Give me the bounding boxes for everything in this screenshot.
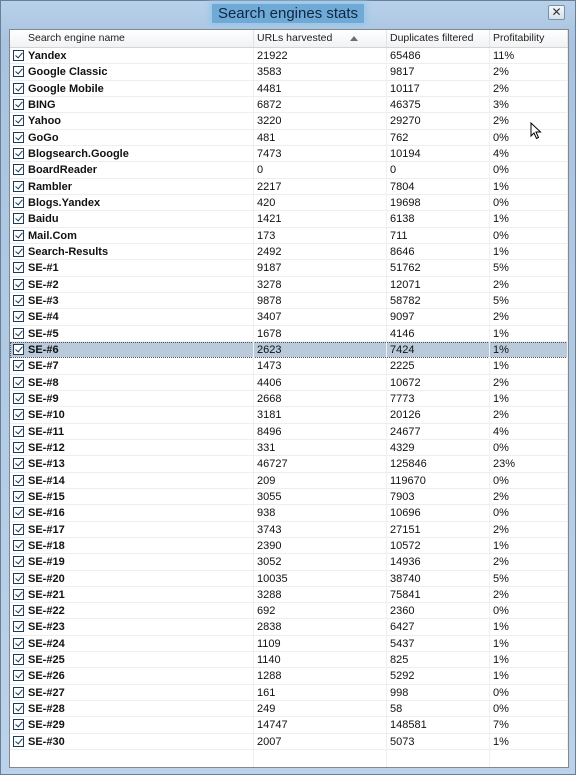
engine-name-cell: SE-#27 <box>10 685 254 701</box>
profitability-cell: 0% <box>490 685 568 701</box>
duplicates-filtered-cell: 29270 <box>387 113 490 129</box>
stats-table <box>9 29 569 768</box>
urls-harvested-cell: 1288 <box>254 668 387 684</box>
duplicates-filtered-cell: 19698 <box>387 195 490 211</box>
duplicates-filtered-cell: 125846 <box>387 456 490 472</box>
engine-name-cell: Google Classic <box>10 64 254 80</box>
urls-harvested-cell: 1421 <box>254 211 387 227</box>
profitability-cell: 1% <box>490 179 568 195</box>
close-button[interactable] <box>548 5 565 20</box>
table-row[interactable] <box>10 81 568 97</box>
profitability-cell: 0% <box>490 603 568 619</box>
engine-name-cell: SE-#24 <box>10 636 254 652</box>
table-row[interactable] <box>10 48 568 64</box>
table-row[interactable] <box>10 113 568 129</box>
profitability-cell: 1% <box>490 244 568 260</box>
engine-name-cell: SE-#7 <box>10 358 254 374</box>
duplicates-filtered-cell: 24677 <box>387 424 490 440</box>
urls-harvested-cell: 2838 <box>254 619 387 635</box>
table-row[interactable] <box>10 603 568 619</box>
profitability-cell: 7% <box>490 717 568 733</box>
duplicates-filtered-cell: 5437 <box>387 636 490 652</box>
duplicates-filtered-cell: 762 <box>387 130 490 146</box>
engine-name-cell: Yahoo <box>10 113 254 129</box>
urls-harvested-cell: 9878 <box>254 293 387 309</box>
profitability-cell: 1% <box>490 342 568 358</box>
urls-harvested-cell: 4406 <box>254 375 387 391</box>
table-row[interactable] <box>10 554 568 570</box>
duplicates-filtered-cell: 2360 <box>387 603 490 619</box>
urls-harvested-cell: 3055 <box>254 489 387 505</box>
profitability-cell: 0% <box>490 473 568 489</box>
table-row[interactable] <box>10 64 568 80</box>
table-row[interactable] <box>10 391 568 407</box>
profitability-cell: 2% <box>490 587 568 603</box>
duplicates-filtered-cell: 8646 <box>387 244 490 260</box>
window-title: Search engines stats <box>212 4 364 23</box>
urls-harvested-cell: 692 <box>254 603 387 619</box>
title-bar[interactable] <box>1 1 575 29</box>
engine-name-cell: SE-#11 <box>10 424 254 440</box>
table-row[interactable] <box>10 309 568 325</box>
table-row[interactable] <box>10 211 568 227</box>
table-row[interactable] <box>10 489 568 505</box>
engine-name-cell: SE-#13 <box>10 456 254 472</box>
engine-name-cell: SE-#3 <box>10 293 254 309</box>
duplicates-filtered-cell: 14936 <box>387 554 490 570</box>
engine-name-cell: SE-#9 <box>10 391 254 407</box>
empty-area <box>10 750 568 768</box>
engine-name-cell: SE-#1 <box>10 260 254 276</box>
table-row[interactable] <box>10 130 568 146</box>
urls-harvested-cell: 1109 <box>254 636 387 652</box>
engine-name-cell: Baidu <box>10 211 254 227</box>
duplicates-filtered-cell: 6427 <box>387 619 490 635</box>
engine-name-cell: SE-#19 <box>10 554 254 570</box>
table-row[interactable] <box>10 668 568 684</box>
engine-name-cell: Rambler <box>10 179 254 195</box>
profitability-cell: 2% <box>490 375 568 391</box>
duplicates-filtered-cell: 10572 <box>387 538 490 554</box>
duplicates-filtered-cell: 58782 <box>387 293 490 309</box>
urls-harvested-cell: 173 <box>254 228 387 244</box>
urls-harvested-cell: 3743 <box>254 522 387 538</box>
engine-name-cell: Blogsearch.Google <box>10 146 254 162</box>
profitability-cell: 2% <box>490 81 568 97</box>
table-row[interactable] <box>10 505 568 521</box>
table-row[interactable] <box>10 636 568 652</box>
duplicates-filtered-cell: 38740 <box>387 571 490 587</box>
urls-harvested-cell: 3407 <box>254 309 387 325</box>
profitability-cell: 1% <box>490 734 568 750</box>
sort-ascending-icon <box>350 36 358 41</box>
profitability-cell: 5% <box>490 293 568 309</box>
table-row[interactable] <box>10 358 568 374</box>
urls-harvested-cell: 481 <box>254 130 387 146</box>
table-header <box>10 30 568 48</box>
urls-harvested-cell: 14747 <box>254 717 387 733</box>
duplicates-filtered-cell: 65486 <box>387 48 490 64</box>
table-row[interactable] <box>10 440 568 456</box>
table-row[interactable] <box>10 228 568 244</box>
urls-harvested-cell: 2492 <box>254 244 387 260</box>
profitability-cell: 2% <box>490 277 568 293</box>
urls-harvested-cell: 1473 <box>254 358 387 374</box>
duplicates-filtered-cell: 58 <box>387 701 490 717</box>
urls-harvested-cell: 1678 <box>254 326 387 342</box>
engine-name-cell: SE-#8 <box>10 375 254 391</box>
duplicates-filtered-cell: 7903 <box>387 489 490 505</box>
profitability-cell: 0% <box>490 130 568 146</box>
urls-harvested-cell: 4481 <box>254 81 387 97</box>
engine-name-cell: Search-Results <box>10 244 254 260</box>
column-header-urls-label: URLs harvested <box>257 32 333 44</box>
urls-harvested-cell: 249 <box>254 701 387 717</box>
duplicates-filtered-cell: 711 <box>387 228 490 244</box>
table-row[interactable] <box>10 244 568 260</box>
duplicates-filtered-cell: 46375 <box>387 97 490 113</box>
engine-name-cell: SE-#4 <box>10 309 254 325</box>
duplicates-filtered-cell: 4146 <box>387 326 490 342</box>
profitability-cell: 1% <box>490 619 568 635</box>
engine-name-cell: SE-#18 <box>10 538 254 554</box>
profitability-cell: 2% <box>490 554 568 570</box>
profitability-cell: 1% <box>490 358 568 374</box>
profitability-cell: 2% <box>490 64 568 80</box>
profitability-cell: 1% <box>490 211 568 227</box>
table-row[interactable] <box>10 538 568 554</box>
duplicates-filtered-cell: 51762 <box>387 260 490 276</box>
profitability-cell: 0% <box>490 440 568 456</box>
table-row[interactable] <box>10 701 568 717</box>
table-row[interactable] <box>10 162 568 178</box>
profitability-cell: 0% <box>490 195 568 211</box>
duplicates-filtered-cell: 9097 <box>387 309 490 325</box>
engine-name-cell: SE-#29 <box>10 717 254 733</box>
table-row[interactable] <box>10 652 568 668</box>
duplicates-filtered-cell: 9817 <box>387 64 490 80</box>
duplicates-filtered-cell: 27151 <box>387 522 490 538</box>
profitability-cell: 4% <box>490 424 568 440</box>
urls-harvested-cell: 161 <box>254 685 387 701</box>
duplicates-filtered-cell: 75841 <box>387 587 490 603</box>
urls-harvested-cell: 2007 <box>254 734 387 750</box>
table-row[interactable] <box>10 97 568 113</box>
table-row[interactable] <box>10 685 568 701</box>
profitability-cell: 0% <box>490 228 568 244</box>
engine-name-cell: SE-#12 <box>10 440 254 456</box>
duplicates-filtered-cell: 20126 <box>387 407 490 423</box>
column-header-profitability[interactable]: Profitability <box>490 30 568 47</box>
urls-harvested-cell: 331 <box>254 440 387 456</box>
engine-name-cell: SE-#5 <box>10 326 254 342</box>
profitability-cell: 0% <box>490 505 568 521</box>
profitability-cell: 2% <box>490 407 568 423</box>
table-row[interactable] <box>10 571 568 587</box>
duplicates-filtered-cell: 10194 <box>387 146 490 162</box>
engine-name-cell: BoardReader <box>10 162 254 178</box>
table-row[interactable] <box>10 195 568 211</box>
table-row[interactable] <box>10 293 568 309</box>
urls-harvested-cell: 3052 <box>254 554 387 570</box>
profitability-cell: 23% <box>490 456 568 472</box>
urls-harvested-cell: 3278 <box>254 277 387 293</box>
table-row[interactable] <box>10 179 568 195</box>
engine-name-cell: Yandex <box>10 48 254 64</box>
profitability-cell: 1% <box>490 538 568 554</box>
profitability-cell: 2% <box>490 309 568 325</box>
duplicates-filtered-cell: 4329 <box>387 440 490 456</box>
profitability-cell: 1% <box>490 636 568 652</box>
profitability-cell: 1% <box>490 326 568 342</box>
engine-name-cell: Google Mobile <box>10 81 254 97</box>
urls-harvested-cell: 46727 <box>254 456 387 472</box>
column-header-duplicates[interactable]: Duplicates filtered <box>387 30 490 47</box>
table-row[interactable] <box>10 277 568 293</box>
duplicates-filtered-cell: 7773 <box>387 391 490 407</box>
urls-harvested-cell: 938 <box>254 505 387 521</box>
urls-harvested-cell: 3288 <box>254 587 387 603</box>
column-header-urls[interactable] <box>254 30 387 47</box>
engine-name-cell: SE-#2 <box>10 277 254 293</box>
engine-name-cell: SE-#28 <box>10 701 254 717</box>
urls-harvested-cell: 8496 <box>254 424 387 440</box>
table-row[interactable] <box>10 375 568 391</box>
profitability-cell: 2% <box>490 489 568 505</box>
urls-harvested-cell: 3583 <box>254 64 387 80</box>
profitability-cell: 1% <box>490 668 568 684</box>
profitability-cell: 5% <box>490 260 568 276</box>
profitability-cell: 3% <box>490 97 568 113</box>
duplicates-filtered-cell: 5073 <box>387 734 490 750</box>
engine-name-cell: SE-#15 <box>10 489 254 505</box>
table-row[interactable] <box>10 734 568 750</box>
engine-name-cell: SE-#6 <box>10 342 254 358</box>
duplicates-filtered-cell: 148581 <box>387 717 490 733</box>
urls-harvested-cell: 209 <box>254 473 387 489</box>
engine-name-cell: GoGo <box>10 130 254 146</box>
table-row[interactable] <box>10 619 568 635</box>
profitability-cell: 4% <box>490 146 568 162</box>
engine-name-cell: BING <box>10 97 254 113</box>
table-row[interactable] <box>10 407 568 423</box>
duplicates-filtered-cell: 119670 <box>387 473 490 489</box>
table-row[interactable] <box>10 587 568 603</box>
profitability-cell: 11% <box>490 48 568 64</box>
duplicates-filtered-cell: 825 <box>387 652 490 668</box>
urls-harvested-cell: 21922 <box>254 48 387 64</box>
engine-name-cell: SE-#22 <box>10 603 254 619</box>
profitability-cell: 1% <box>490 652 568 668</box>
column-header-name[interactable]: Search engine name <box>10 30 254 47</box>
profitability-cell: 0% <box>490 162 568 178</box>
urls-harvested-cell: 3181 <box>254 407 387 423</box>
urls-harvested-cell: 2668 <box>254 391 387 407</box>
duplicates-filtered-cell: 0 <box>387 162 490 178</box>
urls-harvested-cell: 0 <box>254 162 387 178</box>
duplicates-filtered-cell: 10696 <box>387 505 490 521</box>
urls-harvested-cell: 6872 <box>254 97 387 113</box>
duplicates-filtered-cell: 10672 <box>387 375 490 391</box>
urls-harvested-cell: 3220 <box>254 113 387 129</box>
engine-name-cell: SE-#10 <box>10 407 254 423</box>
duplicates-filtered-cell: 7424 <box>387 342 490 358</box>
engine-name-cell: SE-#17 <box>10 522 254 538</box>
engine-name-cell: SE-#14 <box>10 473 254 489</box>
profitability-cell: 1% <box>490 391 568 407</box>
table-row[interactable] <box>10 342 568 358</box>
engine-name-cell: Mail.Com <box>10 228 254 244</box>
profitability-cell: 5% <box>490 571 568 587</box>
table-row[interactable] <box>10 146 568 162</box>
mouse-cursor-icon <box>530 122 542 140</box>
urls-harvested-cell: 7473 <box>254 146 387 162</box>
duplicates-filtered-cell: 6138 <box>387 211 490 227</box>
duplicates-filtered-cell: 5292 <box>387 668 490 684</box>
engine-name-cell: SE-#23 <box>10 619 254 635</box>
engine-name-cell: SE-#20 <box>10 571 254 587</box>
engine-name-cell: Blogs.Yandex <box>10 195 254 211</box>
urls-harvested-cell: 420 <box>254 195 387 211</box>
table-row[interactable] <box>10 717 568 733</box>
urls-harvested-cell: 2217 <box>254 179 387 195</box>
urls-harvested-cell: 2623 <box>254 342 387 358</box>
engine-name-cell: SE-#26 <box>10 668 254 684</box>
profitability-cell: 2% <box>490 522 568 538</box>
table-row[interactable] <box>10 522 568 538</box>
engine-name-cell: SE-#30 <box>10 734 254 750</box>
urls-harvested-cell: 2390 <box>254 538 387 554</box>
engine-name-cell: SE-#21 <box>10 587 254 603</box>
duplicates-filtered-cell: 998 <box>387 685 490 701</box>
duplicates-filtered-cell: 10117 <box>387 81 490 97</box>
urls-harvested-cell: 10035 <box>254 571 387 587</box>
urls-harvested-cell: 1140 <box>254 652 387 668</box>
duplicates-filtered-cell: 2225 <box>387 358 490 374</box>
table-row[interactable] <box>10 260 568 276</box>
urls-harvested-cell: 9187 <box>254 260 387 276</box>
duplicates-filtered-cell: 7804 <box>387 179 490 195</box>
table-row[interactable] <box>10 473 568 489</box>
engine-name-cell: SE-#25 <box>10 652 254 668</box>
table-body <box>10 48 568 750</box>
profitability-cell: 0% <box>490 701 568 717</box>
close-icon: ✕ <box>551 5 562 19</box>
duplicates-filtered-cell: 12071 <box>387 277 490 293</box>
table-row[interactable] <box>10 456 568 472</box>
engine-name-cell: SE-#16 <box>10 505 254 521</box>
table-row[interactable] <box>10 326 568 342</box>
table-row[interactable] <box>10 424 568 440</box>
profitability-cell: 2% <box>490 113 568 129</box>
